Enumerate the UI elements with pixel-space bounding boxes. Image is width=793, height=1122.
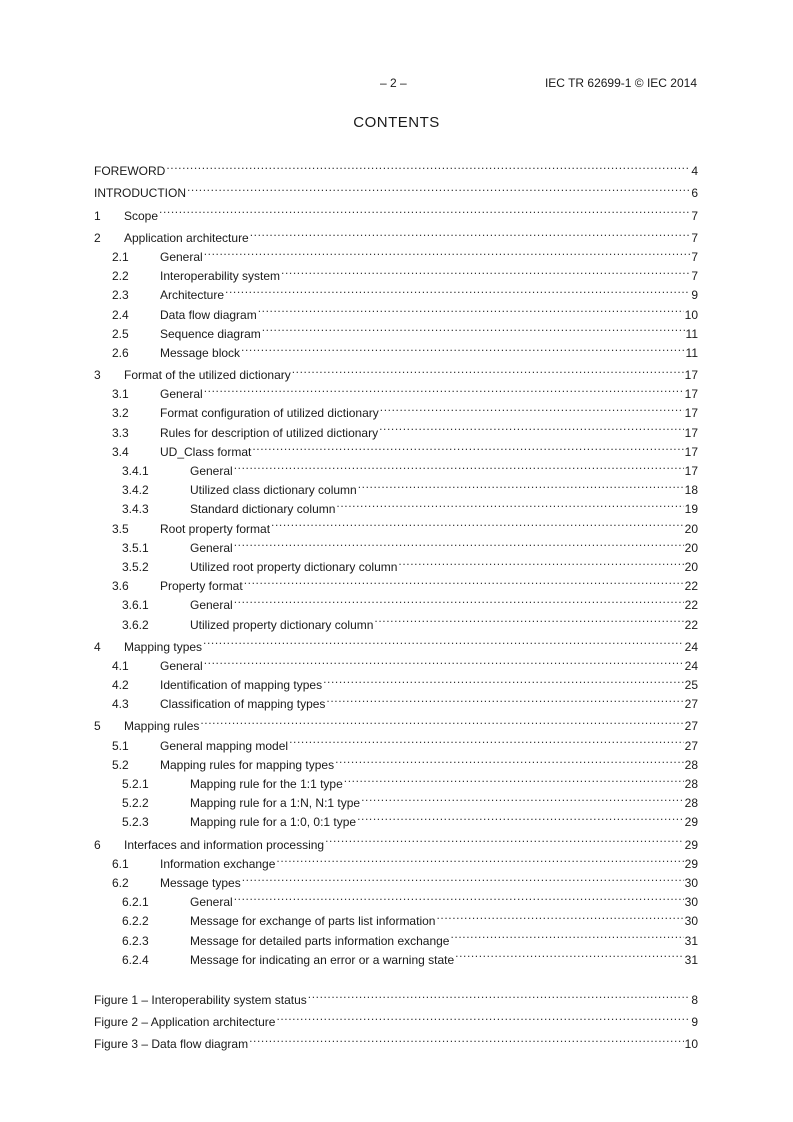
figure-entry-title: Figure 1 – Interoperability system status — [94, 992, 307, 1007]
dot-leader — [252, 437, 683, 456]
toc-entry-page: 27 — [684, 719, 698, 734]
toc-entry-page: 24 — [684, 658, 698, 673]
dot-leader — [276, 849, 683, 868]
toc-entry-number: 6.2.3 — [122, 933, 149, 948]
dot-leader — [358, 475, 684, 494]
toc-entry-title: Utilized property dictionary column — [190, 617, 374, 632]
toc-entry-title: Format configuration of utilized dictionary — [160, 406, 379, 421]
toc-entry-number: 4.2 — [112, 678, 129, 693]
toc-entry-title: Mapping types — [124, 639, 203, 654]
toc-entry-title: Information exchange — [160, 856, 276, 871]
toc-entry-number: 4.3 — [112, 697, 129, 712]
figure-entry-page: 10 — [684, 1037, 698, 1052]
toc-entry-title: Data flow diagram — [160, 307, 257, 322]
page-title: CONTENTS — [353, 114, 440, 131]
toc-entry-title: Mapping rule for the 1:1 type — [190, 777, 343, 791]
toc-entry-number: 6 — [94, 837, 101, 852]
dot-leader — [308, 985, 691, 1004]
toc-entry-title: General mapping model — [160, 738, 289, 753]
toc-entry-title: Identification of mapping types — [160, 678, 323, 693]
toc-entry-title: Root property format — [160, 521, 271, 536]
toc-entry-page: 7 — [691, 249, 698, 264]
dot-leader — [344, 769, 684, 788]
toc-entry-page: 30 — [684, 895, 698, 910]
toc-entry-number: 3.3 — [112, 425, 129, 440]
toc-entry-page: 28 — [684, 796, 698, 811]
toc-entry-number: 6.2 — [112, 875, 129, 890]
figure-entry-page: 9 — [691, 1015, 698, 1030]
toc-entry-title: Sequence diagram — [160, 326, 261, 341]
toc-entry-page: 7 — [691, 230, 698, 245]
toc-entry-title: Mapping rule for a 1:N, N:1 type — [190, 796, 361, 811]
dot-leader — [379, 417, 684, 436]
toc-entry-number: 5.2.3 — [122, 815, 149, 830]
toc-entry-page: 7 — [691, 208, 698, 223]
toc-entry-title: General — [160, 387, 203, 402]
figure-entry-title: Figure 2 – Application architecture — [94, 1015, 276, 1030]
toc-entry-number: 3.4.3 — [122, 502, 149, 517]
toc-entry-page: 28 — [684, 777, 698, 791]
dot-leader — [244, 571, 684, 590]
dot-leader — [203, 632, 684, 651]
toc-entry-page: 27 — [684, 697, 698, 712]
dot-leader — [281, 261, 690, 280]
toc-entry-number: 2.4 — [112, 307, 129, 322]
toc-entry-number: 5.2.2 — [122, 796, 149, 811]
dot-leader — [234, 533, 684, 552]
toc-entry-title: Message types — [160, 875, 241, 890]
toc-entry-number: 4.1 — [112, 658, 129, 673]
dot-leader — [234, 887, 684, 906]
toc-entry-title: General — [190, 464, 233, 478]
dot-leader — [292, 360, 684, 379]
toc-entry-title: Classification of mapping types — [160, 697, 326, 712]
toc-entry-number: 3.4 — [112, 444, 129, 459]
dot-leader — [200, 711, 683, 730]
dot-leader — [204, 651, 684, 670]
toc-entry-page: 17 — [684, 406, 698, 421]
toc-entry-number: 3.4.2 — [122, 483, 149, 498]
toc-entry-title: Mapping rules — [124, 719, 200, 734]
toc-entry-title: Mapping rules for mapping types — [160, 757, 335, 772]
toc-entry-page: 17 — [684, 368, 698, 383]
dot-leader — [335, 750, 684, 769]
dot-leader — [250, 223, 691, 242]
toc-entry-title: FOREWORD — [94, 164, 166, 179]
toc-entry-number: 2.6 — [112, 345, 129, 360]
toc-entry-title: Scope — [124, 208, 159, 223]
dot-leader — [326, 689, 683, 708]
toc-entry-number: 3.5.1 — [122, 540, 149, 555]
toc-entry-number: 3.5.2 — [122, 559, 149, 574]
toc-entry-title: Message for detailed parts information exchange — [190, 933, 450, 948]
dot-leader — [276, 1007, 690, 1026]
toc-entry-page: 30 — [684, 875, 698, 890]
toc-entry-title: Message block — [160, 345, 241, 360]
toc-entry[interactable] — [94, 200, 698, 223]
toc-entry-page: 7 — [691, 269, 698, 284]
toc-entry-title: Application architecture — [124, 230, 249, 245]
toc-entry-page: 31 — [684, 933, 698, 948]
dot-leader — [357, 807, 684, 826]
toc-entry-page: 27 — [684, 738, 698, 753]
toc-entry-page: 29 — [684, 856, 698, 871]
page-number: – 2 – — [380, 76, 407, 90]
toc-entry-number: 3.4.1 — [122, 464, 149, 478]
dot-leader — [398, 552, 683, 571]
dot-leader — [262, 319, 685, 338]
toc-entry-title: Interoperability system — [160, 269, 281, 284]
toc-entry-number: 3.6.2 — [122, 617, 149, 632]
dot-leader — [204, 379, 684, 398]
dot-leader — [336, 494, 683, 513]
toc-entry-title: UD_Class format — [160, 444, 252, 459]
toc-entry-title: Message for exchange of parts list information — [190, 914, 436, 929]
toc-entry-page: 30 — [684, 914, 698, 929]
dot-leader — [234, 456, 684, 475]
table-of-contents — [94, 156, 698, 1052]
toc-entry-title: Interfaces and information processing — [124, 837, 325, 852]
toc-entry-page: 17 — [684, 464, 698, 478]
toc-entry-number: 6.2.1 — [122, 895, 149, 910]
dot-leader — [234, 590, 684, 609]
toc-entry-page: 28 — [684, 757, 698, 772]
toc-entry-number: 3.6 — [112, 579, 129, 594]
toc-entry-number: 1 — [94, 208, 101, 223]
toc-entry-page: 25 — [684, 678, 698, 693]
toc-entry-page: 31 — [684, 952, 698, 967]
dot-leader — [380, 398, 684, 417]
figure-entry-page: 8 — [691, 992, 698, 1007]
toc-entry-page: 4 — [691, 164, 698, 179]
toc-entry-title: Standard dictionary column — [190, 502, 336, 517]
toc-entry-title: General — [190, 540, 233, 555]
toc-entry-page: 19 — [684, 502, 698, 517]
toc-entry-page: 10 — [684, 307, 698, 322]
toc-entry-title: Property format — [160, 579, 243, 594]
toc-entry-page: 11 — [685, 345, 698, 360]
dot-leader — [450, 925, 683, 944]
toc-entry-title: General — [160, 658, 203, 673]
toc-entry-page: 24 — [684, 639, 698, 654]
dot-leader — [241, 338, 684, 357]
dot-leader — [225, 280, 690, 299]
toc-entry-number: 2.5 — [112, 326, 129, 341]
toc-entry-number: 4 — [94, 639, 101, 654]
toc-entry-title: General — [190, 895, 233, 910]
toc-entry-title: INTRODUCTION — [94, 186, 186, 201]
toc-entry-number: 3.1 — [112, 387, 129, 402]
toc-entry-title: Architecture — [160, 288, 225, 303]
dot-leader — [187, 178, 690, 197]
toc-entry-page: 20 — [684, 521, 698, 536]
dot-leader — [258, 299, 684, 318]
dot-leader — [204, 242, 691, 261]
toc-entry-page: 22 — [684, 598, 698, 613]
figure-entry-title: Figure 3 – Data flow diagram — [94, 1037, 249, 1052]
dot-leader — [374, 609, 683, 628]
toc-entry-number: 2.3 — [112, 288, 129, 303]
toc-entry-number: 5.2 — [112, 757, 129, 772]
toc-entry-number: 2.2 — [112, 269, 129, 284]
toc-entry[interactable] — [94, 178, 698, 201]
toc-entry-page: 22 — [684, 617, 698, 632]
toc-entry-number: 6.2.4 — [122, 952, 149, 967]
toc-entry-number: 6.1 — [112, 856, 129, 871]
toc-entry-page: 17 — [684, 444, 698, 459]
standard-reference: IEC TR 62699-1 © IEC 2014 — [544, 76, 697, 90]
toc-entry-page: 20 — [684, 559, 698, 574]
toc-entry-title: Utilized class dictionary column — [190, 483, 357, 498]
dot-leader — [323, 670, 684, 689]
toc-entry-number: 3.5 — [112, 521, 129, 536]
toc-entry-number: 5.2.1 — [122, 777, 149, 791]
toc-entry-page: 22 — [684, 579, 698, 594]
dot-leader — [271, 513, 684, 532]
dot-leader — [242, 868, 684, 887]
toc-entry-page: 9 — [691, 288, 698, 303]
toc-entry-number: 3 — [94, 368, 101, 383]
toc-entry-page: 29 — [684, 815, 698, 830]
toc-entry-page: 11 — [685, 326, 698, 341]
toc-entry-page: 18 — [684, 483, 698, 498]
toc-entry-number: 2 — [94, 230, 101, 245]
toc-entry[interactable] — [94, 156, 698, 179]
toc-entry-number: 2.1 — [112, 249, 129, 264]
toc-entry-title: Rules for description of utilized dictionary — [160, 425, 379, 440]
toc-entry-page: 29 — [684, 837, 698, 852]
toc-entry-title: Mapping rule for a 1:0, 0:1 type — [190, 815, 357, 830]
toc-entry-title: General — [190, 598, 233, 613]
toc-entry-number: 5 — [94, 719, 101, 734]
toc-entry-number: 5.1 — [112, 738, 129, 753]
toc-entry-number: 3.6.1 — [122, 598, 149, 613]
toc-entry-title: Format of the utilized dictionary — [124, 368, 291, 383]
dot-leader — [361, 788, 684, 807]
dot-leader — [325, 829, 684, 848]
toc-entry-page: 6 — [691, 186, 698, 201]
dot-leader — [436, 906, 683, 925]
dot-leader — [159, 200, 690, 219]
dot-leader — [249, 1029, 684, 1048]
toc-entry-page: 20 — [684, 540, 698, 555]
toc-entry-page: 17 — [684, 387, 698, 402]
toc-entry-number: 6.2.2 — [122, 914, 149, 929]
toc-entry-number: 3.2 — [112, 406, 129, 421]
toc-entry-page: 17 — [684, 425, 698, 440]
toc-entry[interactable] — [94, 223, 698, 245]
toc-entry-title: General — [160, 249, 203, 264]
toc-entry-title: Message for indicating an error or a warning state — [190, 952, 455, 967]
dot-leader — [289, 730, 684, 749]
dot-leader — [166, 156, 690, 175]
figure-entry[interactable] — [94, 985, 698, 1007]
toc-entry-title: Utilized root property dictionary column — [190, 559, 398, 574]
dot-leader — [455, 945, 684, 964]
